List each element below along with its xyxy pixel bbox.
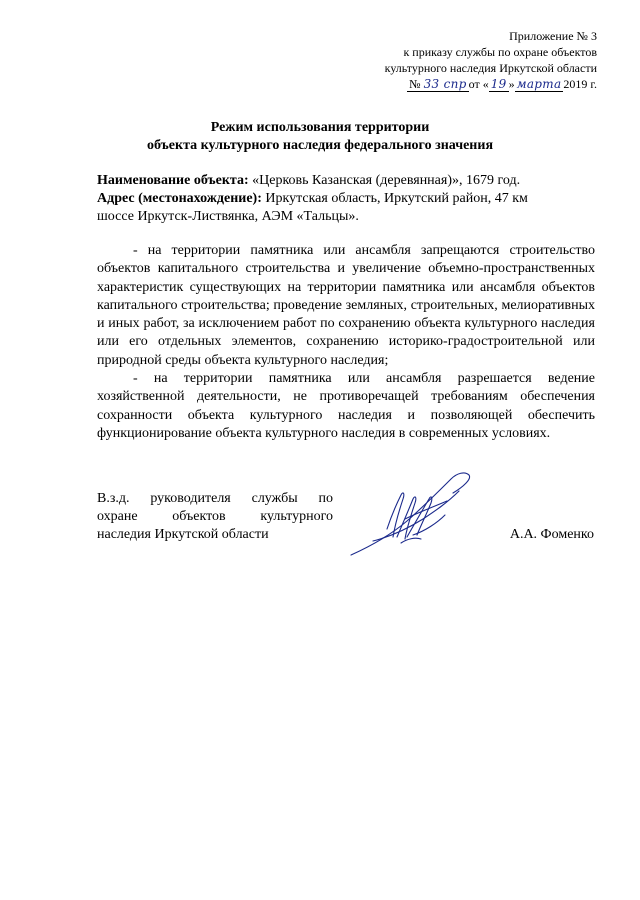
object-name-value: «Церковь Казанская (деревянная)», 1679 год. bbox=[248, 173, 521, 188]
signatory-name: А.А. Фоменко bbox=[509, 527, 594, 542]
signatory-line-3: наследия Иркутской области bbox=[97, 527, 269, 542]
title-line-2: объекта культурного наследия федерального значения bbox=[146, 138, 494, 153]
order-number-handwritten: 33 спр bbox=[423, 77, 467, 91]
appendix-order-line bbox=[297, 76, 597, 92]
object-name-row bbox=[97, 172, 542, 190]
object-address-label: Адрес (местонахождение): bbox=[97, 191, 262, 206]
title-line-1: Режим использования территории bbox=[210, 120, 430, 135]
signatory-line-1: В.з.д. руководителя службы по bbox=[97, 491, 333, 506]
order-number-prefix: № bbox=[409, 77, 421, 91]
signatory-position bbox=[97, 490, 333, 544]
document-title bbox=[0, 119, 640, 155]
object-info bbox=[97, 172, 542, 226]
regime-permissions: - на территории памятника или ансамбля разрешается ведение хозяйственной деятельности, не противоречащей требованиям обеспечения сохранности объекта культурного наследия и позволяющей обеспечить функционирование объекта культурного наследия в современных условиях. bbox=[97, 371, 595, 441]
object-address-row bbox=[97, 190, 542, 226]
date-prefix: от « bbox=[468, 77, 489, 91]
appendix-authority: культурного наследия Иркутской области bbox=[384, 61, 597, 75]
order-year: 2019 г. bbox=[563, 77, 597, 91]
order-day-field bbox=[489, 78, 509, 92]
appendix-order-ref: к приказу службы по охране объектов bbox=[403, 45, 597, 59]
appendix-number: Приложение № 3 bbox=[509, 29, 597, 43]
object-name-label: Наименование объекта: bbox=[97, 173, 249, 188]
regime-text bbox=[97, 242, 595, 443]
regime-prohibitions: - на территории памятника или ансамбля запрещаются строительство объектов капитального строительства и увеличение объемно-пространственных характеристик существующих на территории памятника или ансамбля объектов капитального строительства; проведение земляных, строительных, мелиоративных и иных работ, за исключением работ по сохранению объекта культурного наследия или его отдельных элементов, сохранению историко-градостроительной или природной среды объекта культурного наследия; bbox=[97, 243, 595, 368]
order-month-field bbox=[515, 78, 564, 92]
signatory-line-2: охране объектов культурного bbox=[97, 509, 333, 524]
order-day-handwritten: 19 bbox=[490, 77, 507, 91]
order-month-handwritten: марта bbox=[516, 77, 562, 91]
appendix-header bbox=[297, 28, 597, 92]
object-address-value: Иркутская область, Иркутский район, 47 км шоссе Иркутск-Листвянка, АЭМ «Тальцы». bbox=[97, 191, 528, 224]
handwritten-signature bbox=[343, 467, 478, 562]
date-mid: » bbox=[508, 77, 515, 91]
order-number-field bbox=[407, 78, 468, 92]
